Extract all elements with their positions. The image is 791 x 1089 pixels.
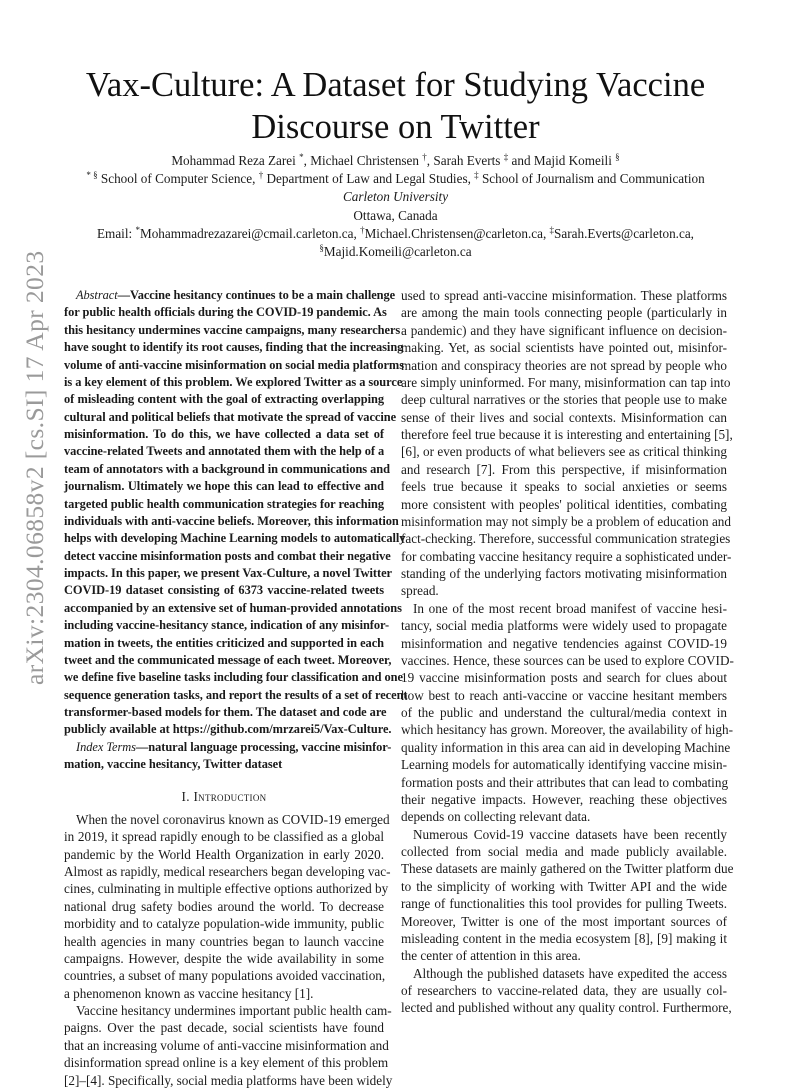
abstract-line: individuals with anti-vaccine beliefs. Moreover, this information (64, 513, 399, 528)
body-line: the center of attention in this area. (401, 948, 581, 964)
abstract-line: have sought to identify its root causes, finding that the increasing (64, 340, 404, 355)
email-line (40, 243, 751, 261)
paragraph (401, 965, 732, 1017)
author-mark: § (615, 152, 620, 162)
body-line: for combating vaccine hesitancy require a sophisticated under- (401, 548, 732, 564)
author-affiliations (40, 170, 751, 188)
body-line: and research [7]. From this perspective, if misinformation (401, 461, 727, 477)
abstract-line: team of annotators with a background in communications and (64, 461, 390, 476)
index-terms-label: Index Terms (76, 739, 136, 754)
abstract-text: Vaccine hesitancy continues to be a main challenge (129, 288, 396, 302)
body-line: Vaccine hesitancy undermines important public health cam- (76, 1003, 392, 1018)
body-line: a pandemic) and they have significant influence on decision- (401, 322, 727, 338)
email-mark: § (319, 243, 324, 254)
body-line: are simply uninformed. For many, misinformation can tap into (401, 374, 731, 390)
email-line (40, 225, 751, 243)
body-line: how best to reach anti-vaccine or vaccine hesitant members (401, 687, 727, 703)
abstract-line: cultural and political beliefs that motivate the spread of vaccine (64, 409, 397, 424)
affiliation-mark: ‡ (474, 170, 479, 181)
arxiv-stamp[interactable]: arXiv:2304.06858v2 [cs.SI] 17 Apr 2023 (20, 250, 49, 685)
body-line: misinformation may not simply be a problem of education and (401, 513, 731, 529)
body-line: 19 vaccine misinformation posts and search for clues about (401, 670, 727, 686)
email-link[interactable]: Michael.Christensen@carleton.ca, (364, 225, 547, 241)
author-mark: † (422, 152, 427, 162)
left-column (64, 287, 408, 1089)
index-terms-line (64, 739, 392, 756)
author-mark: ‡ (503, 152, 509, 162)
paper-title (60, 64, 731, 148)
author-name: Majid Komeili (533, 153, 612, 168)
body-line: national drug safety bodies around the world. To decrease (64, 898, 384, 914)
body-line: feels true because it speaks to social anxieties or seems (401, 479, 727, 495)
body-line: mation and conspiracy theories are not spread by people who (401, 357, 727, 373)
affiliation: School of Journalism and Communication (478, 171, 705, 187)
abstract-line: for public health officials during the COVID-19 pandemic. As (64, 305, 387, 320)
abstract-line (64, 287, 396, 304)
affiliation-mark: † (258, 170, 264, 181)
abstract-line: misinformation. To do this, we have collected a data set of (64, 427, 384, 441)
abstract-line: we define five baseline tasks including four classification and one (64, 670, 403, 685)
em-dash: — (135, 739, 149, 754)
body-line: countries, a subset of many populations avoided vaccination, (64, 968, 386, 984)
body-line: pandemic by the World Health Organization in early 2020. (64, 846, 384, 862)
abstract-line: this hesitancy undermines vaccine campaigns, many researchers (64, 322, 401, 337)
abstract-line (64, 721, 392, 738)
body-line: that an increasing volume of anti-vaccine misinformation and (64, 1037, 389, 1053)
paragraph (64, 1002, 393, 1089)
body-line: are among the main tools connecting people (particularly in (401, 305, 727, 321)
body-line: Numerous Covid-19 vaccine datasets have been recently (413, 826, 727, 842)
body-line: to the simplicity of working with Twitter API and the wide (401, 878, 727, 894)
abstract-line: of misleading content with the goal of extracting overlapping (64, 392, 384, 407)
body-line: Almost as rapidly, medical researchers began developing vac- (64, 864, 391, 879)
body-line: therefore feel true because it is interesting and entertaining [5], (401, 427, 733, 442)
body-line: used to spread anti-vaccine misinformation. These platforms (401, 288, 727, 303)
body-line: Moreover, Twitter is one of the most important sources of (401, 913, 727, 929)
email-link[interactable]: Sarah.Everts@carleton.ca, (554, 225, 694, 241)
index-terms-text: natural language processing, vaccine misinfor- (148, 739, 392, 754)
body-line: [2]–[4]. Specifically, social media platforms have been widely (64, 1072, 393, 1088)
paragraph (64, 811, 391, 1002)
body-line: morbidity and to catalyze population-wide immunity, public (64, 916, 384, 932)
body-line: in 2019, it spread rapidly enough to be classified as a global (64, 829, 384, 845)
body-line: spread. (401, 583, 439, 599)
abstract (64, 287, 408, 774)
paragraph (401, 826, 734, 965)
body-line: standing of the underlying factors motivating misinformation (401, 566, 727, 581)
body-line: [6], or even products of what believers see as critical thinking (401, 444, 727, 460)
abstract-line: journalism. Ultimately we hope this can lead to effective and (64, 479, 384, 494)
body-line: a phenomenon known as vaccine hesitancy [1]. (64, 985, 314, 1001)
author-names: Mohammad Reza Zarei *, Michael Christensen †, Sarah Everts ‡ and Majid Komeili § (171, 152, 620, 168)
body-line: sense of their lives and social contexts. Misinformation can (401, 409, 727, 425)
author-block (40, 152, 751, 261)
body-line: depends on collecting relevant data. (401, 809, 591, 825)
abstract-line: including vaccine-hesitancy stance, indication of any misinfor- (64, 618, 390, 633)
body-line: of researchers to vaccine-related data, they are usually col- (401, 983, 727, 998)
author-mark: * (299, 152, 304, 162)
email-link[interactable]: Majid.Komeili@carleton.ca (323, 244, 472, 260)
email-label: Email: (97, 225, 136, 241)
abstract-line: is a key element of this problem. We explored Twitter as a source (64, 374, 403, 389)
body-line: health agencies in many countries began to launch vaccine (64, 933, 384, 949)
paragraph (401, 600, 734, 826)
repository-link[interactable]: publicly available at https://github.com/mrzarei5/Vax-Culture. (64, 722, 392, 737)
abstract-label: Abstract (76, 288, 118, 302)
university: Carleton University (342, 189, 449, 205)
body-line: disinformation spread online is a key element of this problem (64, 1055, 389, 1071)
body-line: In one of the most recent broad manifest of vaccine hesi- (413, 600, 727, 616)
email-mark: * (135, 224, 140, 235)
body-line: quality information in this area can aid in developing Machine (401, 739, 731, 755)
index-terms-line: mation, vaccine hesitancy, Twitter dataset (64, 757, 283, 772)
body-line: which hesitancy has grown. Moreover, the availability of high- (401, 722, 733, 738)
email-link[interactable]: Mohammadrezazarei@cmail.carleton.ca, (139, 225, 357, 241)
location: Ottawa, Canada (353, 207, 438, 223)
title-line-1: Vax-Culture: A Dataset for Studying Vaccine (85, 66, 706, 104)
body-line: of the public and understand the cultural/media context in (401, 705, 727, 720)
body-line: misleading content in the media ecosystem [8], [9] making it (401, 930, 727, 946)
body-line: Although the published datasets have expedited the access (413, 965, 727, 981)
author-name: Sarah Everts (433, 153, 501, 168)
body-line: more consistent with peoples' political identities, combating (401, 496, 727, 512)
body-line: tancy, social media platforms were widely used to propagate (401, 618, 727, 634)
email-mark: ‡ (549, 224, 555, 235)
section-title: Introduction (193, 788, 267, 804)
abstract-line: mation in tweets, the entities criticized and supported in each (64, 635, 384, 650)
abstract-line: targeted public health communication strategies for reaching (64, 496, 384, 511)
body-line: lected and published without any quality control. Furthermore, (401, 1000, 732, 1016)
title-line-2: Discourse on Twitter (251, 108, 540, 146)
affiliation-mark: * § (86, 170, 98, 181)
body-line: range of functionalities this tool provides for pulling Tweets. (401, 896, 727, 912)
body-line: misinformation and negative tendencies against COVID-19 (401, 635, 727, 651)
body-line: campaigns. However, despite the wide availability in some (64, 950, 384, 966)
section-heading-introduction (64, 788, 384, 805)
body-line: cines, culminating in multiple effective options authorized by (64, 881, 389, 897)
affiliation: Department of Law and Legal Studies, (263, 171, 475, 187)
abstract-line: helps with developing Machine Learning models to automatically (64, 531, 406, 546)
author-name: Mohammad Reza Zarei (171, 153, 296, 168)
section-number: I. (181, 788, 190, 804)
em-dash: — (117, 288, 130, 302)
abstract-line: transformer-based models for them. The dataset and code are (64, 705, 387, 719)
body-line: paigns. Over the past decade, social scientists have found (64, 1020, 384, 1036)
abstract-line: volume of anti-vaccine misinformation on social media platforms (64, 357, 404, 372)
body-line: Learning models for automatically identifying vaccine misin- (401, 757, 727, 773)
abstract-line: detect vaccine misinformation posts and combat their negative (64, 548, 391, 563)
body-line: formation posts and their attributes that can lead to combating (401, 774, 729, 790)
right-column (401, 287, 734, 1017)
email-mark: † (360, 224, 365, 235)
body-line: When the novel coronavirus known as COVID-19 emerged (76, 811, 390, 827)
body-line: These datasets are mainly gathered on the Twitter platform due (401, 861, 734, 877)
body-line: vaccines. Hence, these sources can be used to explore COVID- (401, 652, 734, 668)
body-line: deep cultural narratives or the stories that people use to make (401, 392, 727, 408)
affiliation: School of Computer Science, (97, 171, 259, 187)
abstract-line: tweet and the communicated message of each tweet. Moreover, (64, 652, 392, 667)
abstract-line: COVID-19 dataset consisting of 6373 vaccine-related tweets (64, 583, 384, 598)
abstract-line: accompanied by an extensive set of human-provided annotations (64, 600, 402, 615)
abstract-line: impacts. In this paper, we present Vax-Culture, a novel Twitter (64, 566, 392, 580)
paragraph (401, 287, 733, 600)
author-name: Michael Christensen (310, 153, 419, 168)
body-line: their negative impacts. However, reaching these objectives (401, 791, 727, 807)
body-line: making. Yet, as social scientists have pointed out, misinfor- (401, 340, 727, 356)
abstract-line: sequence generation tasks, and report the results of a set of recent (64, 687, 408, 702)
body-line: fact-checking. Therefore, successful communication strategies (401, 531, 731, 547)
body-line: collected from social media and made publicly available. (401, 844, 727, 859)
abstract-line: vaccine-related Tweets and annotated them with the help of a (64, 444, 385, 459)
